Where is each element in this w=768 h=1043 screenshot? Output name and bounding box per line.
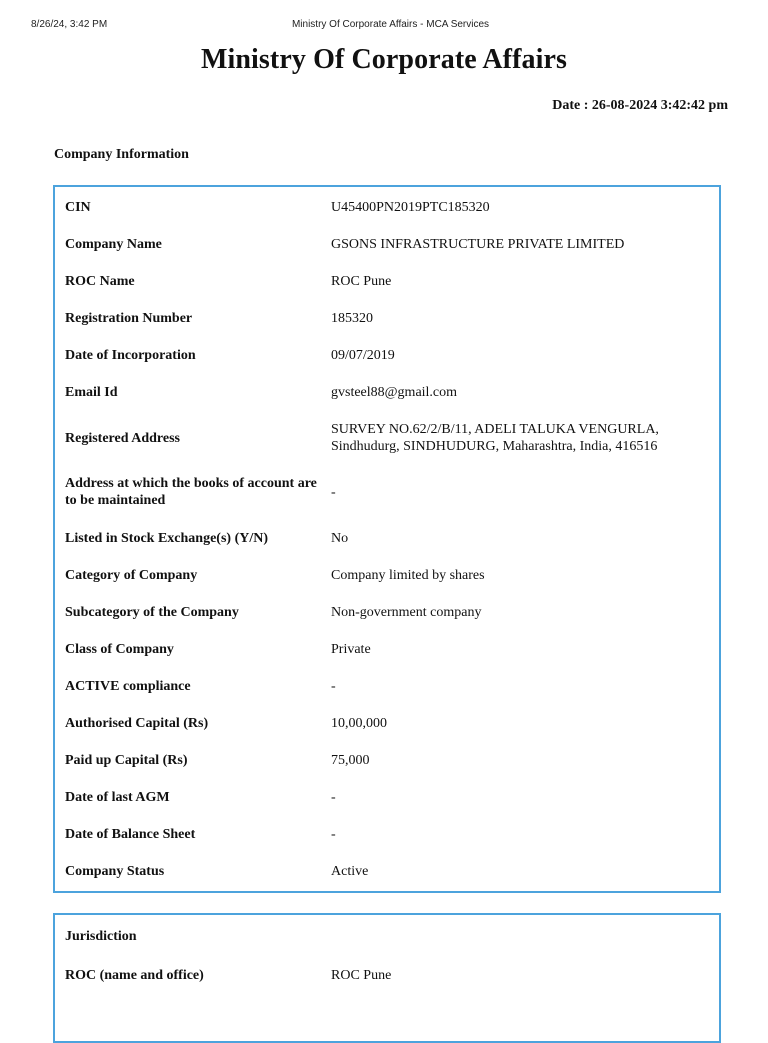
info-row-listed-in-stock-exchange [65,529,709,547]
info-row-registered-address [65,420,709,456]
info-row-authorised-capital [65,714,709,732]
row-label: ACTIVE compliance [65,678,191,694]
info-row-active-compliance [65,677,709,695]
info-row-category-of-company [65,566,709,584]
row-label: Subcategory of the Company [65,604,239,620]
info-row-roc-name-and-office [65,966,709,984]
row-value: Company limited by shares [331,567,485,583]
row-label: Date of Balance Sheet [65,826,196,842]
row-value: Private [331,641,371,657]
row-label: Listed in Stock Exchange(s) (Y/N) [65,530,269,546]
row-label: Company Status [65,863,165,879]
row-label: Authorised Capital (Rs) [65,715,209,731]
report-date: Date : 26-08-2024 3:42:42 pm [552,98,728,113]
row-value: ROC Pune [331,967,392,983]
row-label: ROC Name [65,273,135,289]
row-value: - [331,789,336,805]
info-row-roc-name [65,272,709,290]
row-value: SURVEY NO.62/2/B/11, ADELI TALUKA VENGURLA, Sindhudurg, SINDHUDURG, Maharashtra, India, 416516 [331,422,659,454]
info-row-company-name [65,235,709,253]
row-label: Registered Address [65,430,180,446]
info-row-subcategory-of-company [65,603,709,621]
row-value: GSONS INFRASTRUCTURE PRIVATE LIMITED [331,236,625,252]
row-value: gvsteel88@gmail.com [331,384,458,400]
info-row-paid-up-capital [65,751,709,769]
info-row-registration-number [65,309,709,327]
row-value: Non-government company [331,604,482,620]
row-label: Date of Incorporation [65,347,196,363]
row-label: Registration Number [65,310,193,326]
info-row-date-of-incorporation [65,346,709,364]
row-value: - [331,484,336,500]
info-row-class-of-company [65,640,709,658]
row-label: CIN [65,199,91,215]
info-row-books-of-account-address [65,474,709,510]
print-datetime: 8/26/24, 3:42 PM [31,19,108,30]
page-title: Ministry Of Corporate Affairs [200,44,568,75]
row-label: ROC (name and office) [65,967,204,983]
row-label: Date of last AGM [65,789,170,805]
status-value: Active [331,863,369,879]
info-row-date-of-balance-sheet [65,825,709,843]
jurisdiction-heading: Jurisdiction [65,929,137,944]
row-value: 10,00,000 [331,715,387,731]
row-value: ROC Pune [331,273,392,289]
row-label: Email Id [65,384,118,400]
row-value: U45400PN2019PTC185320 [331,199,490,215]
row-value: No [331,530,349,546]
print-page-title: Ministry Of Corporate Affairs - MCA Services [291,19,490,30]
info-row-company-status [65,862,709,880]
row-value: 75,000 [331,752,370,768]
row-label: Class of Company [65,641,174,657]
row-value: - [331,678,336,694]
print-header [0,19,768,33]
row-value: 09/07/2019 [331,347,395,363]
row-label: Address at which the books of account are to be maintained [65,476,317,508]
row-label: Category of Company [65,567,198,583]
row-label: Company Name [65,236,162,252]
info-row-date-of-last-agm [65,788,709,806]
info-row-cin [65,198,709,216]
company-information-box [53,185,721,893]
company-information-heading: Company Information [54,147,189,162]
row-label: Paid up Capital (Rs) [65,752,188,768]
info-row-email-id [65,383,709,401]
row-value: 185320 [331,310,373,326]
row-value: - [331,826,336,842]
